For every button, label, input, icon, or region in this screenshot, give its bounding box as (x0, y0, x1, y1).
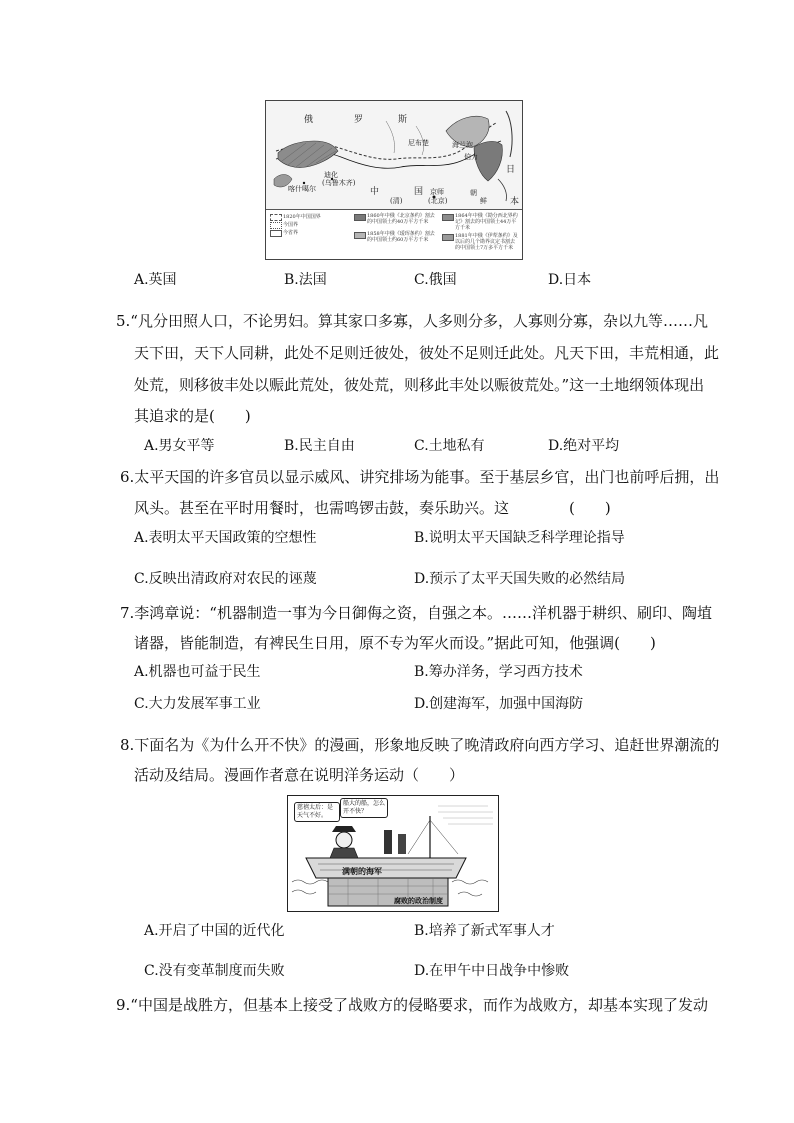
why-not-fast-cartoon (287, 795, 499, 912)
map-label-korea-2: 鲜 (480, 197, 487, 205)
q7-stem-line-2: 诸器，皆能制造，有裨民生日用，原不专为军火而设。”据此可知，他强调( ) (134, 634, 656, 652)
q5-stem-line-2: 天下田，天下人同耕，此处不足则迁彼处，彼处不足则迁此处。凡天下田，丰荒相通，此 (134, 344, 720, 362)
map-label-china-1: 中 (370, 187, 380, 197)
legend-swatch-northwest-treaty (442, 214, 454, 221)
q6-option-b[interactable]: B.说明太平天国缺乏科学理论指导 (414, 530, 625, 546)
legend-beijing-treaty: 1860年中俄《北京条约》割去的中国领土约40万平方千米 (367, 213, 435, 225)
legend-northwest-treaty: 1864年中俄《勘分西北界约记》割去的中国领土44万平方千米 (455, 213, 518, 231)
q6-stem-line-2: 风头。甚至在平时用餐时，也需鸣锣击鼓，奏乐助兴。这 ( ) (134, 499, 611, 517)
q4-option-a[interactable]: A.英国 (134, 272, 177, 288)
map-label-qing: (清) (390, 197, 403, 205)
map-label-nibuchu: 尼布楚 (408, 139, 429, 147)
q8-stem-line-1: 8.下面名为《为什么开不快》的漫画，形象地反映了晚清政府向西方学习、追赶世界潮流的 (120, 736, 720, 754)
speech-bubble-left: 慈禧太后：是天气不好。 (294, 802, 340, 822)
base-label: 腐败的政治制度 (394, 896, 443, 905)
q8-option-c[interactable]: C.没有变革制度而失败 (144, 963, 285, 979)
q7-stem-line-1: 7.李鸿章说：“机器制造一事为今日御侮之资，自强之本。……洋机器于耕织、刷印、陶埴 (120, 604, 712, 622)
map-legend (266, 209, 522, 260)
q5-option-c[interactable]: C.土地私有 (414, 438, 485, 454)
map-label-russia-3: 斯 (398, 115, 408, 125)
map-label-kashgar: 喀什噶尔 (288, 185, 316, 193)
q4-option-c[interactable]: C.俄国 (414, 272, 457, 288)
q4-option-b[interactable]: B.法国 (284, 272, 327, 288)
legend-swatch-beijing-treaty (354, 214, 366, 221)
q9-stem-line-1: 9.“中国是战胜方，但基本上接受了战败方的侵略要求，而作为战败方，却基本实现了发动 (116, 996, 708, 1014)
map-label-beijing-sub: (北京) (428, 197, 448, 205)
legend-swatch-province-border (270, 230, 282, 237)
q7-option-c[interactable]: C.大力发展军事工业 (134, 696, 261, 712)
map-label-hailanpao: 海兰泡 (452, 141, 473, 149)
legend-swatch-border-1820 (270, 214, 282, 221)
map-label-japan-1: 日 (506, 165, 516, 175)
legend-ili-treaty: 1881年中俄《伊犁条约》及以后的几个勘界议定书割去的中国领土7万多平方千米 (455, 233, 518, 251)
map-label-dihua-sub: (乌鲁木齐) (322, 179, 356, 187)
legend-swatch-aigun-treaty (354, 232, 366, 239)
q5-stem-line-3: 处荒，则移彼丰处以赈此荒处，彼处荒，则移此丰处以赈彼荒处。”这一土地纲领体现出 (134, 376, 705, 394)
legend-present-border: 今国界 (283, 222, 299, 228)
q8-stem-line-2: 活动及结局。漫画作者意在说明洋务运动（ ） (134, 766, 465, 784)
map-label-korea: 朝 (470, 189, 477, 197)
map-label-china-2: 国 (414, 187, 424, 197)
legend-province-border: 今省界 (283, 230, 299, 236)
map-label-beijing: 京师 (430, 188, 444, 196)
map-label-russia-2: 罗 (354, 115, 364, 125)
q6-stem-line-1: 6.太平天国的许多官员以显示威风、讲究排场为能事。至于基层乡官，出门也前呼后拥，出 (120, 468, 720, 486)
q8-option-b[interactable]: B.培养了新式军事人才 (414, 923, 555, 939)
q7-option-d[interactable]: D.创建海军，加强中国海防 (414, 696, 584, 712)
ship-label: 满朝的海军 (342, 866, 382, 876)
q7-option-b[interactable]: B.筹办洋务，学习西方技术 (414, 664, 583, 680)
q8-option-d[interactable]: D.在甲午中日战争中惨败 (414, 963, 570, 979)
map-label-japan-2: 本 (510, 197, 520, 207)
map-label-dihua: 迪化 (324, 171, 338, 179)
russia-territory-map (265, 100, 523, 260)
q5-option-a[interactable]: A.男女平等 (144, 438, 215, 454)
q6-option-a[interactable]: A.表明太平天国政策的空想性 (134, 530, 317, 546)
legend-aigun-treaty: 1858年中俄《瑷珲条约》割去的中国领土约60万平方千米 (367, 231, 435, 243)
q5-option-b[interactable]: B.民主自由 (284, 438, 355, 454)
q4-option-d[interactable]: D.日本 (548, 272, 592, 288)
q6-option-d[interactable]: D.预示了太平天国失败的必然结局 (414, 571, 626, 587)
legend-swatch-ili-treaty (442, 234, 454, 241)
legend-swatch-present-border (270, 222, 282, 229)
q8-option-a[interactable]: A.开启了中国的近代化 (144, 923, 285, 939)
q5-stem-line-4: 其追求的是( ) (134, 407, 251, 425)
q7-option-a[interactable]: A.机器也可益于民生 (134, 664, 261, 680)
speech-bubble-right: 船大的船，怎么开不快？ (340, 798, 388, 818)
q6-option-c[interactable]: C.反映出清政府对农民的诬蔑 (134, 571, 317, 587)
q5-option-d[interactable]: D.绝对平均 (548, 438, 620, 454)
legend-border-1820: 1820年中国国界 (283, 214, 321, 220)
q5-stem-line-1: 5.“凡分田照人口，不论男妇。算其家口多寡，人多则分多，人寡则分寡，杂以九等……凡 (116, 312, 708, 330)
map-label-russia-1: 俄 (304, 115, 314, 125)
map-label-boli: 伯力 (464, 153, 478, 161)
